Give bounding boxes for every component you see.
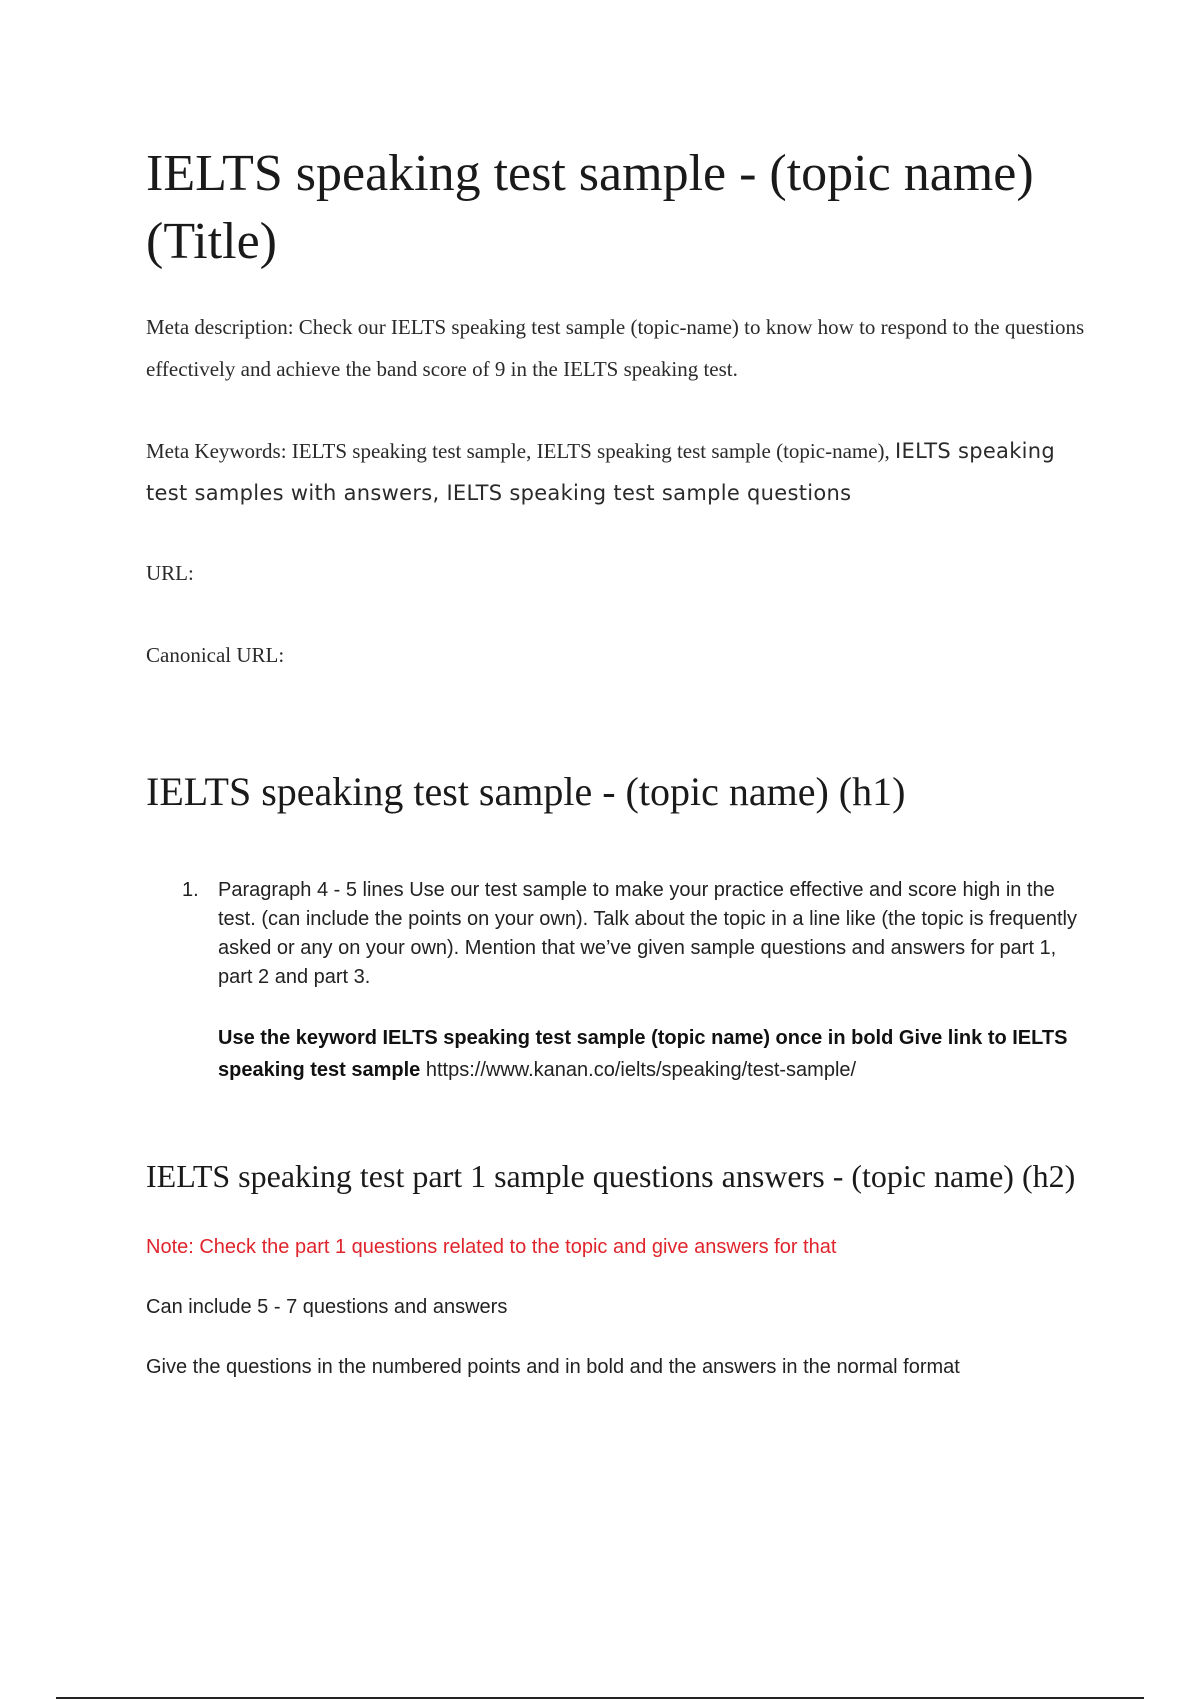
page-bottom-rule: [56, 1697, 1144, 1699]
meta-keywords-sans: IELTS speaking test samples with answers, IELTS speaking test sample questions: [146, 439, 1056, 505]
instruction-format: Give the questions in the numbered points and in bold and the answers in the normal format: [146, 1356, 960, 1378]
intro-paragraph: Paragraph 4 - 5 lines Use our test sample to make your practice effective and score high in the test. (can include the points on your own). Talk about the topic in a line like (the topic is frequently asked or any on your own). Mention that we’ve given sample questions and answers for part 1, part 2 and part 3.: [218, 879, 1078, 988]
test-sample-link[interactable]: https://www.kanan.co/ielts/speaking/test-sample/: [420, 1059, 857, 1081]
instruction-questions-count: Can include 5 - 7 questions and answers: [146, 1296, 508, 1318]
meta-keywords-serif: Meta Keywords: IELTS speaking test sample, IELTS speaking test sample (topic-name),: [146, 439, 896, 463]
heading-h2: IELTS speaking test part 1 sample questions answers - (topic name) (h2): [146, 1158, 1076, 1194]
heading-h1: IELTS speaking test sample - (topic name) (h1): [146, 769, 906, 814]
meta-description: Meta description: Check our IELTS speaking test sample (topic-name) to know how to respond to the questions effectively and achieve the band score of 9 in the IELTS speaking test.: [146, 315, 1085, 381]
list-item: [146, 876, 1090, 1086]
keyword-instruction: [218, 1022, 1090, 1086]
document-page: [146, 140, 1090, 1381]
note-text: Note: Check the part 1 questions related to the topic and give answers for that: [146, 1236, 837, 1258]
canonical-url-label: Canonical URL:: [146, 643, 285, 667]
keyword-instruction-bold: Use the keyword IELTS speaking test sample (topic name) once in bold Give link to IELTS speaking test sample: [218, 1027, 1068, 1081]
url-label: URL:: [146, 561, 194, 585]
numbered-list: [146, 876, 1090, 1086]
list-number: 1.: [182, 879, 199, 901]
document-title: IELTS speaking test sample - (topic name) (Title): [146, 145, 1034, 270]
meta-keywords: [146, 430, 1090, 514]
